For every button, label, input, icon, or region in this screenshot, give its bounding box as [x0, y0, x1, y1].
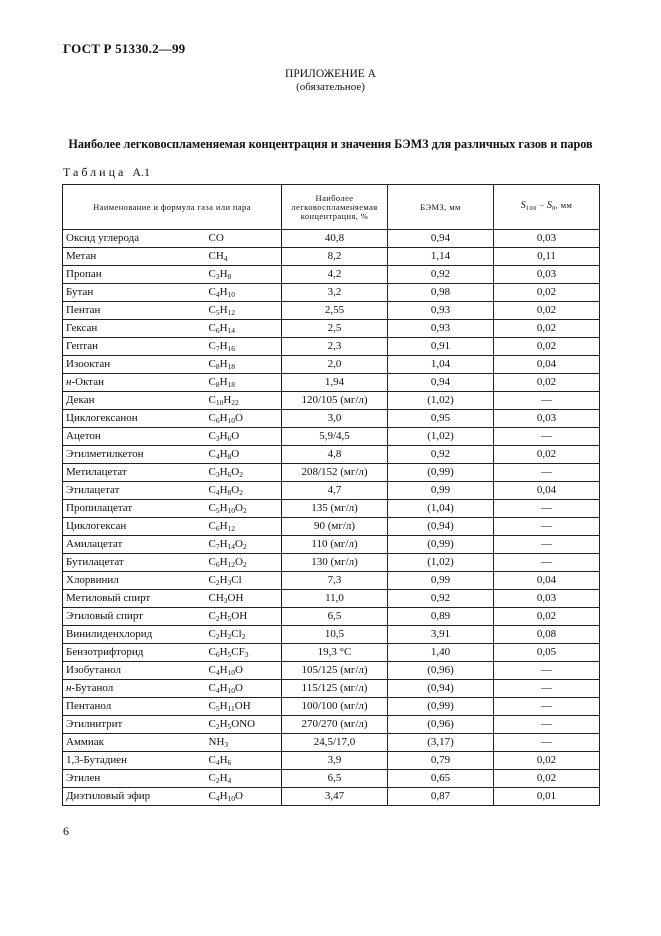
substance-name: [63, 644, 206, 662]
table-row: [63, 698, 600, 716]
table-row: [63, 500, 600, 518]
concentration-value: 40,8: [282, 230, 388, 248]
concentration-value: 3,9: [282, 752, 388, 770]
concentration-value: 105/125 (мг/л): [282, 662, 388, 680]
table-row: [63, 752, 600, 770]
substance-name: [63, 428, 206, 446]
table-row: [63, 248, 600, 266]
bemz-value: 0,95: [388, 410, 494, 428]
table-row: [63, 284, 600, 302]
document-code: ГОСТ Р 51330.2—99: [63, 41, 186, 56]
table-label: [63, 165, 150, 180]
substance-name-prefix: н: [66, 682, 72, 694]
table-body: [63, 230, 600, 806]
substance-name-text: Этилнитрит: [66, 718, 123, 730]
chemical-formula: $C_6H_{10}O$: [206, 410, 282, 428]
chemical-formula: $C_2H_4$: [206, 770, 282, 788]
bemz-value: 0,92: [388, 266, 494, 284]
chemical-formula: $C_2H_3Cl$: [206, 572, 282, 590]
concentration-value: 1,94: [282, 374, 388, 392]
chemical-formula: $C_{10}H_{22}$: [206, 392, 282, 410]
header-diff-sep: −: [536, 200, 547, 210]
concentration-value: 130 (мг/л): [282, 554, 388, 572]
substance-name: [63, 464, 206, 482]
table-label-word: Таблица: [63, 165, 127, 179]
appendix-heading: [0, 68, 661, 94]
substance-name: [63, 680, 206, 698]
substance-name: [63, 626, 206, 644]
chemical-formula: $C_8H_{18}$: [206, 374, 282, 392]
bemz-value: (1,02): [388, 428, 494, 446]
concentration-value: 19,3 °C: [282, 644, 388, 662]
concentration-value: 4,7: [282, 482, 388, 500]
substance-name: [63, 608, 206, 626]
substance-name: [63, 302, 206, 320]
table-row: [63, 716, 600, 734]
difference-value: 0,03: [494, 230, 600, 248]
chemical-formula: $C_2H_2Cl_2$: [206, 626, 282, 644]
difference-value: —: [494, 716, 600, 734]
header-difference: [494, 185, 600, 230]
substance-name: [63, 446, 206, 464]
table-row: [63, 266, 600, 284]
bemz-value: (1,04): [388, 500, 494, 518]
substance-name-text: Гексан: [66, 322, 98, 334]
concentration-value: 8,2: [282, 248, 388, 266]
concentration-value: 7,3: [282, 572, 388, 590]
substance-name: [63, 284, 206, 302]
substance-name-text: Декан: [66, 394, 95, 406]
substance-name: [63, 338, 206, 356]
difference-value: —: [494, 500, 600, 518]
substance-name-text: Этилметилкетон: [66, 448, 144, 460]
substance-name-text: Пропилацетат: [66, 502, 133, 514]
substance-name: [63, 518, 206, 536]
bemz-value: 1,04: [388, 356, 494, 374]
bemz-value: (0,99): [388, 464, 494, 482]
substance-name-text: Изобутанол: [66, 664, 121, 676]
table-row: [63, 482, 600, 500]
substance-name: [63, 662, 206, 680]
difference-value: —: [494, 464, 600, 482]
gas-properties-table: [62, 184, 600, 806]
concentration-value: 5,9/4,5: [282, 428, 388, 446]
chemical-formula: $C_4H_{10}O$: [206, 788, 282, 806]
substance-name-text: -Бутанол: [71, 682, 114, 694]
bemz-value: (0,96): [388, 662, 494, 680]
difference-value: —: [494, 734, 600, 752]
substance-name-text: Оксид углерода: [66, 232, 140, 244]
substance-name: [63, 572, 206, 590]
concentration-value: 270/270 (мг/л): [282, 716, 388, 734]
substance-name-text: -Октан: [71, 376, 104, 388]
substance-name: [63, 500, 206, 518]
chemical-formula: $C_5H_{12}$: [206, 302, 282, 320]
table-row: [63, 320, 600, 338]
table-row: [63, 302, 600, 320]
table-header-row: [63, 185, 600, 230]
table-row: [63, 536, 600, 554]
concentration-value: 90 (мг/л): [282, 518, 388, 536]
table-row: [63, 662, 600, 680]
header-diff-s100: S: [520, 200, 526, 211]
bemz-value: 0,87: [388, 788, 494, 806]
table-row: [63, 464, 600, 482]
substance-name: [63, 392, 206, 410]
header-diff-s0: S: [546, 200, 552, 211]
table-label-number: А.1: [132, 165, 150, 179]
substance-name-text: Аммиак: [66, 736, 104, 748]
table-row: [63, 554, 600, 572]
difference-value: —: [494, 662, 600, 680]
appendix-subtitle: (обязательное): [296, 81, 365, 93]
table-row: [63, 230, 600, 248]
substance-name-text: Винилиденхлорид: [66, 628, 153, 640]
difference-value: 0,04: [494, 356, 600, 374]
concentration-value: 2,55: [282, 302, 388, 320]
chemical-formula: $C_8H_{18}$: [206, 356, 282, 374]
substance-name-text: Амилацетат: [66, 538, 123, 550]
chemical-formula: $C_5H_{11}OH$: [206, 698, 282, 716]
bemz-value: 1,40: [388, 644, 494, 662]
table-row: [63, 680, 600, 698]
bemz-value: 0,92: [388, 446, 494, 464]
bemz-value: (0,94): [388, 680, 494, 698]
bemz-value: 3,91: [388, 626, 494, 644]
difference-value: —: [494, 554, 600, 572]
header-diff-s100-sub: 100: [525, 205, 537, 212]
difference-value: 0,02: [494, 446, 600, 464]
concentration-value: 3,47: [282, 788, 388, 806]
bemz-value: 0,92: [388, 590, 494, 608]
table-row: [63, 446, 600, 464]
table-row: [63, 356, 600, 374]
section-title: Наиболее легковоспламеняемая концентрация и значения БЭМЗ для различных газов и паров: [68, 137, 593, 151]
chemical-formula: $C_4H_6$: [206, 752, 282, 770]
concentration-value: 24,5/17,0: [282, 734, 388, 752]
header-bemz: БЭМЗ, мм: [388, 185, 494, 230]
difference-value: —: [494, 518, 600, 536]
substance-name: [63, 356, 206, 374]
bemz-value: 0,89: [388, 608, 494, 626]
table-row: [63, 644, 600, 662]
difference-value: 0,02: [494, 374, 600, 392]
difference-value: 0,05: [494, 644, 600, 662]
concentration-value: 4,8: [282, 446, 388, 464]
substance-name: [63, 770, 206, 788]
table-row: [63, 428, 600, 446]
substance-name: [63, 752, 206, 770]
difference-value: 0,03: [494, 590, 600, 608]
substance-name: [63, 230, 206, 248]
concentration-value: 110 (мг/л): [282, 536, 388, 554]
substance-name-text: Циклогексан: [66, 520, 127, 532]
difference-value: 0,02: [494, 302, 600, 320]
bemz-value: 0,94: [388, 374, 494, 392]
bemz-value: 0,93: [388, 320, 494, 338]
chemical-formula: $C_4H_{10}O$: [206, 662, 282, 680]
difference-value: —: [494, 680, 600, 698]
bemz-value: (1,02): [388, 392, 494, 410]
chemical-formula: $C_2H_5OH$: [206, 608, 282, 626]
table-row: [63, 770, 600, 788]
concentration-value: 120/105 (мг/л): [282, 392, 388, 410]
header-diff-s0-sub: 0: [551, 205, 556, 212]
bemz-value: 0,79: [388, 752, 494, 770]
table-row: [63, 374, 600, 392]
difference-value: 0,02: [494, 338, 600, 356]
concentration-value: 2,5: [282, 320, 388, 338]
difference-value: 0,02: [494, 608, 600, 626]
bemz-value: (0,99): [388, 536, 494, 554]
concentration-value: 4,2: [282, 266, 388, 284]
header-name-formula: Наименование и формула газа или пара: [63, 185, 282, 230]
substance-name: [63, 410, 206, 428]
difference-value: —: [494, 698, 600, 716]
substance-name: [63, 554, 206, 572]
chemical-formula: $C_4H_{10}$: [206, 284, 282, 302]
difference-value: —: [494, 536, 600, 554]
substance-name-text: Метан: [66, 250, 97, 262]
concentration-value: 100/100 (мг/л): [282, 698, 388, 716]
substance-name-text: Пентан: [66, 304, 101, 316]
difference-value: 0,03: [494, 410, 600, 428]
substance-name-text: Диэтиловый эфир: [66, 790, 151, 802]
concentration-value: 208/152 (мг/л): [282, 464, 388, 482]
chemical-formula: $C_7H_{14}O_2$: [206, 536, 282, 554]
concentration-value: 2,0: [282, 356, 388, 374]
substance-name: [63, 788, 206, 806]
bemz-value: 0,94: [388, 230, 494, 248]
table-row: [63, 608, 600, 626]
substance-name: [63, 248, 206, 266]
chemical-formula: CO: [206, 230, 282, 248]
substance-name: [63, 536, 206, 554]
chemical-formula: $C_6H_{12}$: [206, 518, 282, 536]
difference-value: 0,11: [494, 248, 600, 266]
chemical-formula: $C_7H_{16}$: [206, 338, 282, 356]
chemical-formula: $CH_4$: [206, 248, 282, 266]
substance-name-text: Этилацетат: [66, 484, 120, 496]
substance-name: [63, 374, 206, 392]
substance-name-text: Ацетон: [66, 430, 101, 442]
concentration-value: 11,0: [282, 590, 388, 608]
bemz-value: (0,96): [388, 716, 494, 734]
difference-value: 0,02: [494, 770, 600, 788]
table-row: [63, 518, 600, 536]
substance-name-text: 1,3-Бутадиен: [66, 754, 128, 766]
chemical-formula: $C_6H_{12}O_2$: [206, 554, 282, 572]
bemz-value: 0,93: [388, 302, 494, 320]
substance-name: [63, 734, 206, 752]
substance-name-text: Метиловый спирт: [66, 592, 151, 604]
substance-name-text: Изооктан: [66, 358, 111, 370]
substance-name: [63, 482, 206, 500]
chemical-formula: $C_5H_{10}O_2$: [206, 500, 282, 518]
bemz-value: (0,99): [388, 698, 494, 716]
table-row: [63, 626, 600, 644]
substance-name-text: Этилен: [66, 772, 101, 784]
bemz-value: (0,94): [388, 518, 494, 536]
header-concentration: Наиболее легковоспламеняемая концентрация, %: [282, 185, 388, 230]
difference-value: 0,08: [494, 626, 600, 644]
concentration-value: 2,3: [282, 338, 388, 356]
bemz-value: 0,99: [388, 482, 494, 500]
difference-value: 0,02: [494, 752, 600, 770]
substance-name-text: Бензотрифторид: [66, 646, 144, 658]
substance-name-text: Хлорвинил: [66, 574, 119, 586]
table-row: [63, 590, 600, 608]
chemical-formula: $C_4H_8O_2$: [206, 482, 282, 500]
table-row: [63, 338, 600, 356]
chemical-formula: $C_4H_8O$: [206, 446, 282, 464]
table-row: [63, 734, 600, 752]
difference-value: 0,01: [494, 788, 600, 806]
concentration-value: 115/125 (мг/л): [282, 680, 388, 698]
chemical-formula: $C_2H_5ONO$: [206, 716, 282, 734]
bemz-value: 1,14: [388, 248, 494, 266]
substance-name: [63, 266, 206, 284]
substance-name: [63, 590, 206, 608]
bemz-value: 0,98: [388, 284, 494, 302]
difference-value: 0,02: [494, 284, 600, 302]
substance-name-text: Гептан: [66, 340, 99, 352]
bemz-value: 0,91: [388, 338, 494, 356]
difference-value: 0,04: [494, 482, 600, 500]
substance-name-text: Циклогексанон: [66, 412, 138, 424]
table-row: [63, 410, 600, 428]
header-diff-unit: , мм: [555, 200, 573, 210]
bemz-value: (1,02): [388, 554, 494, 572]
chemical-formula: $C_3H_6O$: [206, 428, 282, 446]
difference-value: —: [494, 428, 600, 446]
bemz-value: 0,99: [388, 572, 494, 590]
chemical-formula: $CH_3OH$: [206, 590, 282, 608]
table-row: [63, 788, 600, 806]
chemical-formula: $NH_3$: [206, 734, 282, 752]
substance-name-text: Пентанол: [66, 700, 112, 712]
concentration-value: 135 (мг/л): [282, 500, 388, 518]
substance-name: [63, 320, 206, 338]
concentration-value: 6,5: [282, 770, 388, 788]
chemical-formula: $C_6H_{14}$: [206, 320, 282, 338]
difference-value: —: [494, 392, 600, 410]
difference-value: 0,02: [494, 320, 600, 338]
concentration-value: 6,5: [282, 608, 388, 626]
substance-name-text: Бутилацетат: [66, 556, 124, 568]
concentration-value: 10,5: [282, 626, 388, 644]
table-row: [63, 572, 600, 590]
page-number: 6: [63, 824, 69, 838]
concentration-value: 3,0: [282, 410, 388, 428]
substance-name: [63, 716, 206, 734]
substance-name-text: Бутан: [66, 286, 94, 298]
bemz-value: 0,65: [388, 770, 494, 788]
substance-name-prefix: н: [66, 376, 72, 388]
substance-name-text: Метилацетат: [66, 466, 127, 478]
chemical-formula: $C_6H_5CF_3$: [206, 644, 282, 662]
difference-value: 0,03: [494, 266, 600, 284]
chemical-formula: $C_3H_8$: [206, 266, 282, 284]
difference-value: 0,04: [494, 572, 600, 590]
substance-name-text: Этиловый спирт: [66, 610, 143, 622]
substance-name-text: Пропан: [66, 268, 102, 280]
substance-name: [63, 698, 206, 716]
appendix-title: ПРИЛОЖЕНИЕ А: [285, 68, 376, 80]
concentration-value: 3,2: [282, 284, 388, 302]
chemical-formula: $C_3H_6O_2$: [206, 464, 282, 482]
chemical-formula: $C_4H_{10}O$: [206, 680, 282, 698]
bemz-value: (3,17): [388, 734, 494, 752]
table-row: [63, 392, 600, 410]
